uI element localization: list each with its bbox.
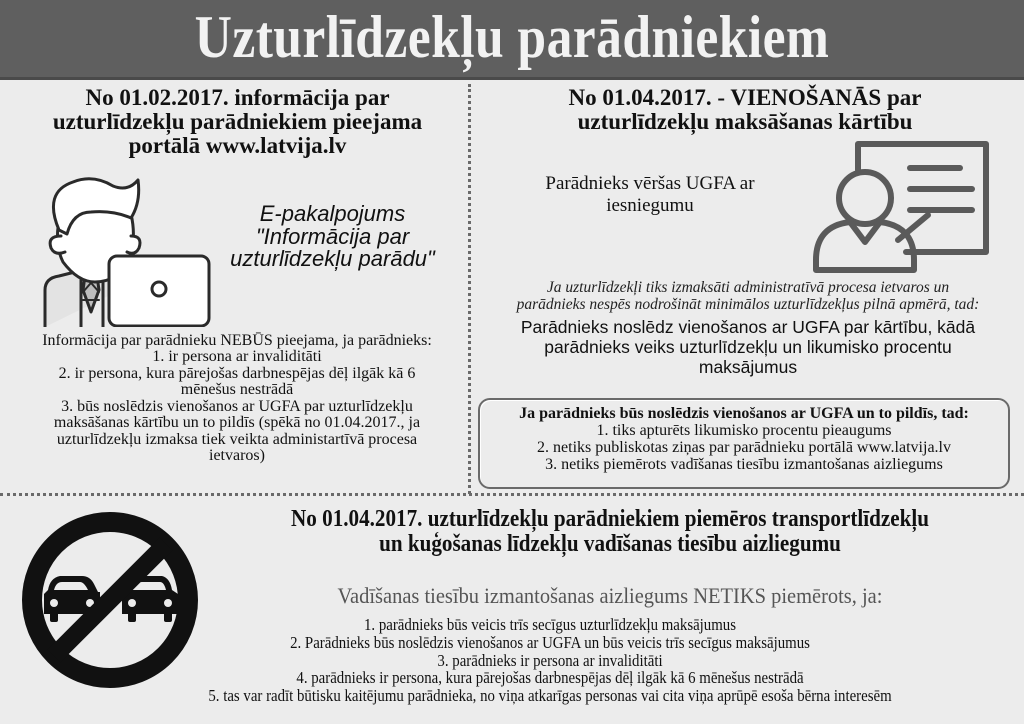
- list-item: 2. netiks publiskotas ziņas par parādnieku portālā www.latvija.lv: [537, 439, 951, 457]
- list-item: ietvaros): [209, 447, 265, 465]
- box-title: Ja parādnieks būs noslēdzis vienošanos ar UGFA un to pildīs, tad:: [519, 405, 969, 422]
- vertical-divider: [468, 84, 471, 494]
- list-item: maksāšanas kārtību un to pildīs (spēkā no 01.04.2017., ja: [53, 414, 421, 432]
- condition-text: [478, 279, 1018, 314]
- info-intro: Informācija par parādnieku NEBŪS pieejama, ja parādnieks:: [42, 332, 432, 349]
- eservice-line: uzturlīdzekļu parādu": [230, 246, 435, 272]
- person-at-laptop-icon: [33, 172, 223, 327]
- list-item: 1. parādnieks būs veicis trīs secīgus uzturlīdzekļu maksājumus: [363, 615, 737, 634]
- condition-line: Ja uzturlīdzekļi tiks izmaksāti administratīvā procesa ietvaros un: [546, 279, 950, 296]
- agreement-line: parādnieks veiks uzturlīdzekļu un likumisko procentu: [544, 336, 952, 357]
- title-banner: [0, 0, 1024, 80]
- heading-line: No 01.04.2017. uzturlīdzekļu parādniekiem piemēros transportlīdzekļu: [291, 506, 929, 532]
- applies-line: iesniegumu: [606, 194, 694, 216]
- heading-line: uzturlīdzekļu parādniekiem pieejama: [52, 109, 423, 135]
- condition-line: parādnieks nespēs nodrošināt minimālos uzturlīdzekļus pilnā apmērā, tad:: [516, 296, 980, 314]
- horizontal-divider: [0, 493, 1024, 496]
- list-item: 2. ir persona, kura pārejošas darbnespējas dēļ ilgāk kā 6: [58, 364, 416, 382]
- list-item: 1. tiks apturēts likumisko procentu pieaugums: [596, 422, 892, 440]
- list-item: 4. parādnieks ir persona, kura pārejošas darbnespējas dēļ ilgāk kā 6 mēnešus nestrādā: [296, 668, 804, 688]
- agreement-text: [478, 318, 1018, 377]
- heading-line: No 01.02.2017. informācija par: [85, 85, 390, 110]
- right-panel-heading: [490, 86, 1000, 134]
- agreement-benefits-box: [478, 398, 1010, 489]
- list-item: 3. parādnieks ir persona ar invaliditāti: [437, 650, 663, 670]
- exemption-list: [127, 616, 973, 705]
- list-item: mēnešus nestrādā: [180, 381, 294, 399]
- agreement-line: maksājumus: [698, 356, 798, 377]
- eservice-line: E-pakalpojums: [259, 201, 406, 226]
- heading-line: No 01.04.2017. - VIENOŠANĀS par: [568, 85, 922, 110]
- info-unavailable-list: [8, 333, 466, 465]
- exemption-subheading: Vadīšanas tiesību izmantošanas aizliegums NETIKS piemērots, ja:: [337, 583, 883, 608]
- bottom-panel-heading: [262, 507, 957, 557]
- list-item: 2. Parādnieks būs noslēdzis vienošanos ar UGFA un būs veicis trīs secīgus maksājumus: [290, 632, 810, 652]
- eservice-line: "Informācija par: [255, 223, 410, 249]
- list-item: uzturlīdzekļu izmaksa tiek veikta administartīvā procesa: [56, 430, 418, 448]
- list-item: 3. būs noslēdzis vienošanos ar UGFA par uzturlīdzekļu: [61, 397, 413, 415]
- heading-line: un kuģošanas līdzekļu vadīšanas tiesību aizliegumu: [379, 531, 841, 558]
- debtor-applies-text: [510, 173, 790, 217]
- applies-line: Parādnieks vēršas UGFA ar: [545, 173, 755, 194]
- list-item: 1. ir persona ar invaliditāti: [152, 348, 322, 366]
- heading-line: portālā www.latvija.lv: [128, 133, 347, 159]
- eservice-label: [205, 203, 460, 271]
- left-panel-heading: [10, 86, 465, 158]
- heading-line: uzturlīdzekļu maksāšanas kārtību: [577, 109, 913, 135]
- agreement-line: Parādnieks noslēdz vienošanos ar UGFA par kārtību, kādā: [520, 317, 976, 337]
- presenter-board-icon: [810, 140, 990, 275]
- list-item: 3. netiks piemērots vadīšanas tiesību izmantošanas aizliegums: [545, 456, 943, 474]
- list-item: 5. tas var radīt būtisku kaitējumu parādnieka, no viņa atkarīgas personas vai cita viņa aprūpē esoša bērna interesēm: [208, 686, 892, 706]
- page-title: Uzturlīdzekļu parādniekiem: [194, 3, 830, 70]
